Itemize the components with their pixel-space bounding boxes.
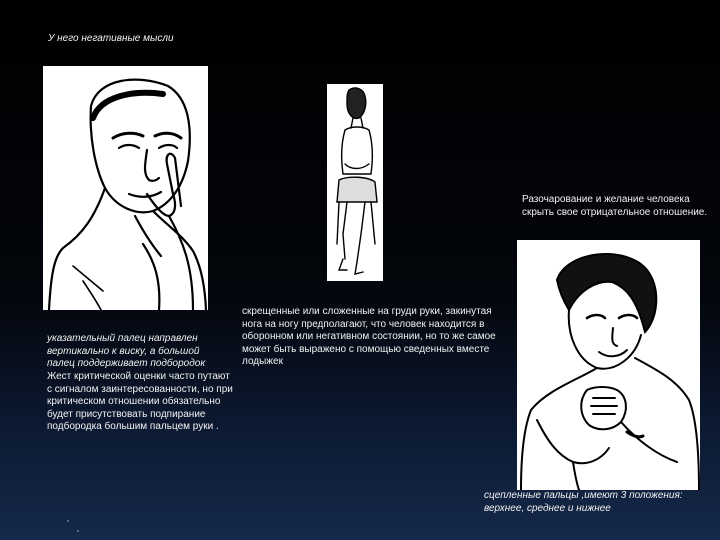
woman-clasped-hands-drawing [517, 240, 700, 490]
man-note: Жест критической оценки часто путают с сигналом заинтересованности, но при критическом отношении обязательно будет присутствовать подпирание подбородка большим пальцем руки . [47, 371, 233, 433]
decorative-dot [67, 520, 69, 522]
woman-clasped-hands-illustration [517, 240, 700, 490]
man-thinking-drawing [43, 66, 208, 310]
man-thinking-illustration [43, 66, 208, 310]
man-caption: указательный палец направлен вертикально к виску, а большой палец поддерживает подбородок [47, 333, 206, 370]
woman-top-caption: Разочарование и желание человека скрыть свое отрицательное отношение. [522, 194, 708, 218]
seated-woman-illustration [327, 84, 383, 281]
seated-woman-drawing [327, 84, 383, 281]
decorative-dot [77, 530, 79, 532]
seated-woman-caption: скрещенные или сложенные на груди руки, закинутая нога на ногу предполагают, что человек находится в оборонном или негативном состоянии, но то же самое может быть выражено с помощью сведенных вместе лодыжек [242, 306, 496, 368]
woman-bottom-caption: сцепленные пальцы ,имеют 3 положения: верхнее, среднее и нижнее [484, 490, 683, 514]
slide-heading: У него негативные мысли [48, 33, 174, 44]
